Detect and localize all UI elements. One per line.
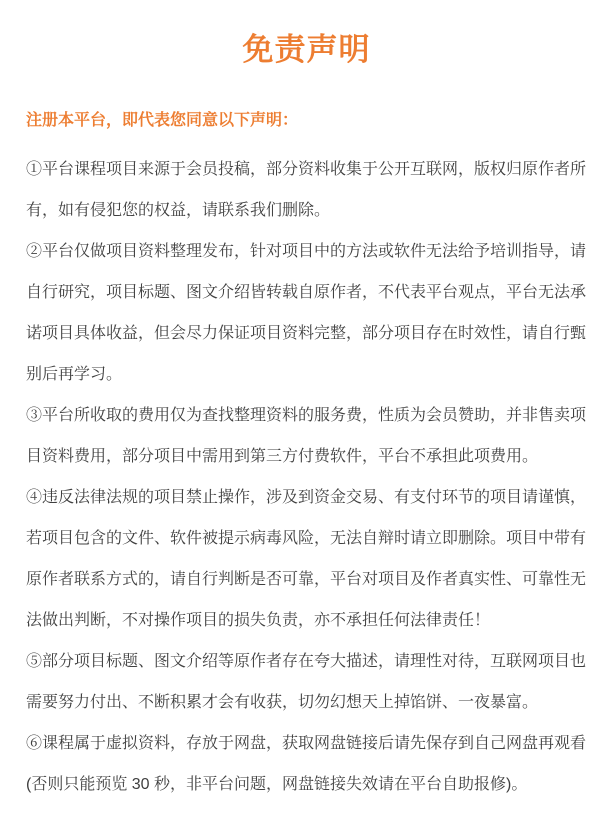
disclaimer-item-3: ③平台所收取的费用仅为查找整理资料的服务费，性质为会员赞助，并非售卖项目资料费用，部分项目中需用到第三方付费软件，平台不承担此项费用。 bbox=[26, 407, 587, 465]
disclaimer-item-5: ⑤部分项目标题、图文介绍等原作者存在夸大描述，请理性对待，互联网项目也需要努力付出、不断积累才会有收获，切勿幻想天上掉馅饼、一夜暴富。 bbox=[26, 653, 587, 711]
page-title: 免责声明 bbox=[242, 32, 371, 67]
disclaimer-item-1: ①平台课程项目来源于会员投稿，部分资料收集于公开互联网，版权归原作者所有，如有侵犯您的权益，请联系我们删除。 bbox=[26, 161, 587, 219]
disclaimer-item-4: ④违反法律法规的项目禁止操作，涉及到资金交易、有支付环节的项目请谨慎，若项目包含的文件、软件被提示病毒风险，无法自辩时请立即删除。项目中带有原作者联系方式的，请自行判断是否可靠，平台对项目及作者真实性、可靠性无法做出判断，不对操作项目的损失负责，亦不承担任何法律责任！ bbox=[26, 489, 587, 629]
disclaimer-item-6: ⑥课程属于虚拟资料，存放于网盘，获取网盘链接后请先保存到自己网盘再观看(否则只能预览 30 秒，非平台问题，网盘链接失效请在平台自助报修)。 bbox=[26, 735, 587, 793]
disclaimer-intro: 注册本平台，即代表您同意以下声明： bbox=[26, 112, 299, 129]
disclaimer-item-2: ②平台仅做项目资料整理发布，针对项目中的方法或软件无法给予培训指导，请自行研究，项目标题、图文介绍皆转载自原作者，不代表平台观点，平台无法承诺项目具体收益，但会尽力保证项目资料完整，部分项目存在时效性，请自行甄别后再学习。 bbox=[26, 243, 587, 383]
